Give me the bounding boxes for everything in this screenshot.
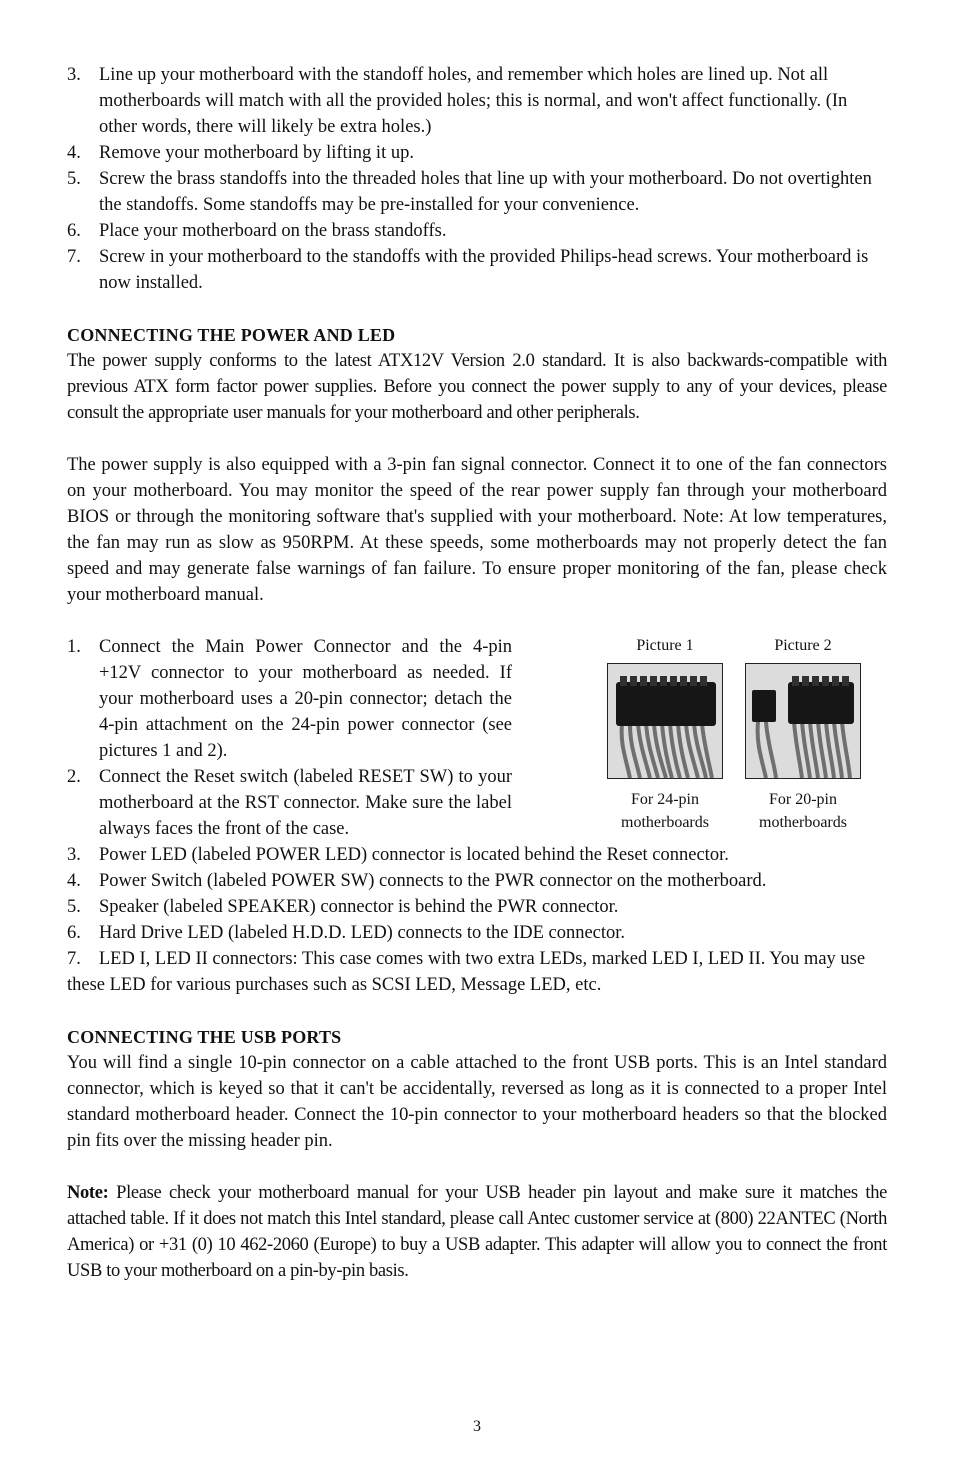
list-number: 2.	[67, 767, 81, 787]
list-text: LED I, LED II connectors: This case comes with two extra LEDs, marked LED I, LED II. You may use these LED for various purchases such as SCSI LED, Message LED, etc.	[67, 949, 866, 995]
list-number: 4.	[67, 871, 81, 891]
list-number: 3.	[67, 65, 81, 85]
picture-2	[743, 634, 863, 834]
usb-paragraph-1: You will find a single 10-pin connector on a cable attached to the front USB ports. This is an Intel standard connector, which is keyed so that it can't be accidentally, reversed as long as it is connected to a proper Intel standard motherboard header. Connect the 10-pin connector to your motherboard headers so that the blocked pin fits over the missing header pin.	[67, 1053, 887, 1151]
list-item	[67, 140, 887, 166]
usb-note-paragraph	[67, 1180, 887, 1284]
list-text: Screw in your motherboard to the standoffs with the provided Philips-head screws. Your motherboard is now installed.	[99, 247, 869, 293]
list-number: 6.	[67, 923, 81, 943]
list-number: 1.	[67, 637, 81, 657]
connector-20pin-photo	[745, 663, 861, 779]
note-text: Please check your motherboard manual for your USB header pin layout and make sure it matches the attached table. If it does not match this Intel standard, please call Antec customer service at (800) 22ANTEC (North America) or +31 (0) 10 462-2060 (Europe) to buy a USB adapter. This adapter will allow you to connect the front USB to your motherboard on a pin-by-pin basis.	[67, 1183, 887, 1281]
list-item	[67, 868, 887, 894]
picture-subtitle-line1: For 20-pin	[769, 791, 837, 808]
connector-24pin-illustration	[608, 664, 722, 778]
list-item	[67, 244, 887, 296]
note-label: Note:	[67, 1183, 109, 1203]
list-number: 6.	[67, 221, 81, 241]
list-number: 7.	[67, 247, 81, 267]
list-number: 5.	[67, 897, 81, 917]
list-item	[67, 842, 887, 868]
connector-24pin-photo	[607, 663, 723, 779]
power-connector-steps	[67, 634, 887, 998]
list-item	[67, 62, 887, 140]
list-text: Remove your motherboard by lifting it up.	[99, 143, 414, 163]
list-item	[67, 894, 887, 920]
picture-caption: Picture 2	[774, 637, 832, 654]
picture-1	[605, 634, 725, 834]
power-paragraph-2: The power supply is also equipped with a 3-pin fan signal connector. Connect it to one of the fan connectors on your motherboard. You may monitor the speed of the rear power supply fan through your motherboard BIOS or through the monitoring software that's supplied with your motherboard. Note: At low temperatures, the fan may run as slow as 950RPM. At these speeds, some motherboards may not properly detect the fan speed and may generate false warnings of fan failure. To ensure proper monitoring of the fan, please check your motherboard manual.	[67, 455, 887, 605]
power-step-7	[67, 946, 887, 998]
picture-subtitle-line2: motherboards	[621, 814, 709, 831]
picture-subtitle-line2: motherboards	[759, 814, 847, 831]
power-steps-narrow	[67, 634, 512, 842]
page-number: 3	[473, 1418, 481, 1435]
picture-caption: Picture 1	[636, 637, 694, 654]
picture-subtitle-line1: For 24-pin	[631, 791, 699, 808]
list-text: Connect the Reset switch (labeled RESET SW) to your motherboard at the RST connector. Make sure the label always faces the front of the case.	[99, 767, 512, 839]
list-text: Hard Drive LED (labeled H.D.D. LED) connects to the IDE connector.	[99, 923, 626, 943]
list-item	[67, 166, 887, 218]
power-section-heading: CONNECTING THE POWER AND LED	[67, 325, 396, 345]
list-item	[67, 920, 887, 946]
usb-section-heading: CONNECTING THE USB PORTS	[67, 1027, 342, 1047]
connector-20pin-illustration	[746, 664, 860, 778]
list-item	[67, 218, 887, 244]
list-text: Connect the Main Power Connector and the 4-pin +12V connector to your motherboard as needed. If your motherboard uses a 20-pin connector; detach the 4-pin attachment on the 24-pin power connector (see pictures 1 and 2).	[99, 637, 512, 761]
list-number: 4.	[67, 143, 81, 163]
list-item	[67, 764, 512, 842]
document-page	[67, 62, 887, 1284]
list-text: Power Switch (labeled POWER SW) connects to the PWR connector on the motherboard.	[99, 871, 767, 891]
list-item	[67, 634, 512, 764]
list-text: Line up your motherboard with the standoff holes, and remember which holes are lined up. Not all motherboards will match with all the provided holes; this is normal, and won't affect functionally. (In other words, there will likely be extra holes.)	[99, 65, 848, 137]
power-paragraph-1: The power supply conforms to the latest ATX12V Version 2.0 standard. It is also backwards-compatible with previous ATX form factor power supplies. Before you connect the power supply to any of your devices, please consult the appropriate user manuals for your motherboard and other peripherals.	[67, 351, 887, 423]
list-text: Screw the brass standoffs into the threaded holes that line up with your motherboard. Do not overtighten the standoffs. Some standoffs may be pre-installed for your convenience.	[99, 169, 872, 215]
connector-pictures	[605, 634, 865, 834]
list-text: Power LED (labeled POWER LED) connector is located behind the Reset connector.	[99, 845, 729, 865]
list-text: Speaker (labeled SPEAKER) connector is behind the PWR connector.	[99, 897, 619, 917]
list-number: 3.	[67, 845, 81, 865]
list-number: 5.	[67, 169, 81, 189]
power-steps-wide	[67, 842, 887, 946]
install-steps-list	[67, 62, 887, 296]
list-text: Place your motherboard on the brass standoffs.	[99, 221, 447, 241]
list-number: 7.	[67, 949, 81, 969]
